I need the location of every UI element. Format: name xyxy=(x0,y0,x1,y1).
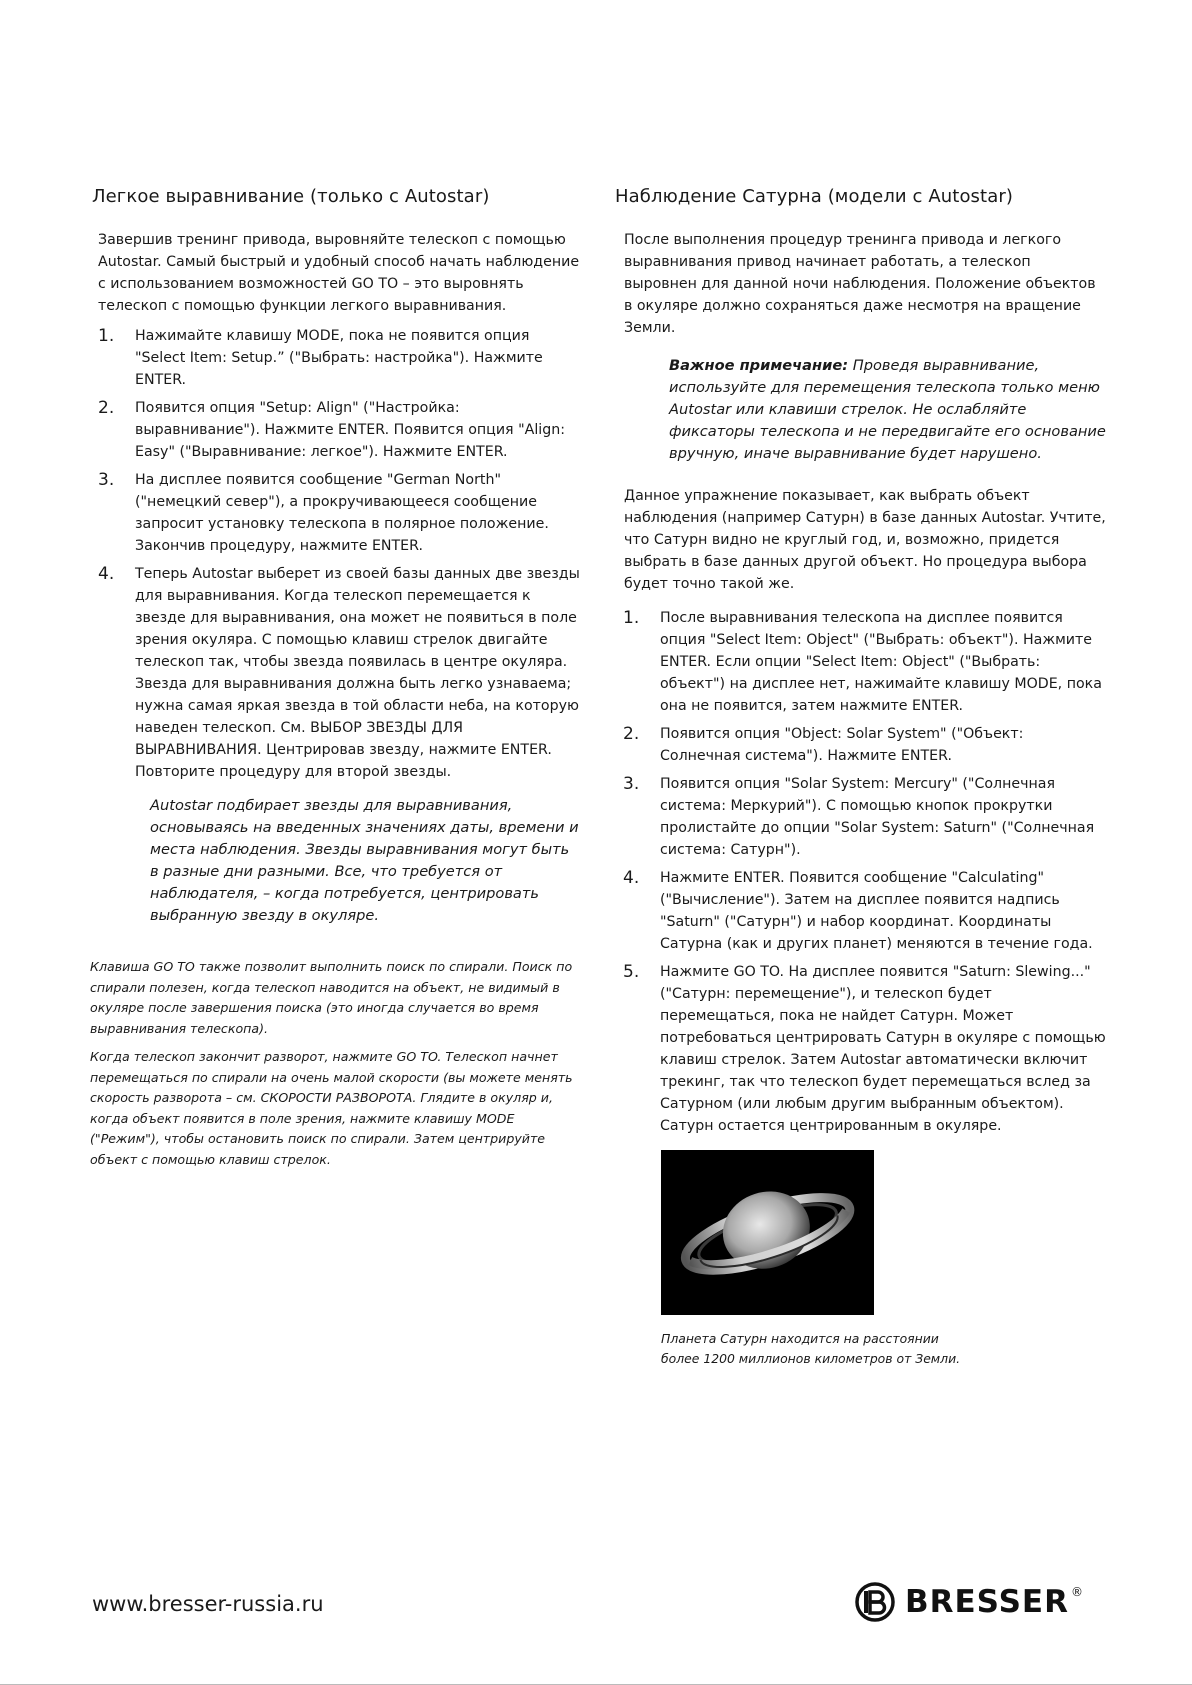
left-column xyxy=(92,186,582,1170)
right-steps xyxy=(617,607,1107,1137)
brand-name: BRESSER xyxy=(905,1584,1069,1620)
registered-mark: ® xyxy=(1070,1585,1083,1599)
autostar-note: Autostar подбирает звезды для выравнивания, основываясь на введенных значениях даты, времени и места наблюдения. Звезды выравнивания могут быть в разные дни разными. Все, что требуется от наблюдателя, – когда потребуется, центрировать выбранную звезду в окуляре. xyxy=(150,797,579,924)
right-heading: Наблюдение Сатурна (модели с Autostar) xyxy=(615,186,1013,207)
saturn-photo xyxy=(661,1150,874,1315)
saturn-caption: Планета Сатурн находится на расстоянии более 1200 миллионов километров от Земли. xyxy=(661,1331,961,1366)
list-item: 1. Нажимайте клавишу MODE, пока не появится опция "Select Item: Setup.” ("Выбрать: настройка"). Нажмите ENTER. xyxy=(98,326,543,388)
important-label: Важное примечание: xyxy=(669,357,849,374)
footer-url[interactable]: www.bresser-russia.ru xyxy=(92,1592,324,1616)
list-item: 3. На дисплее появится сообщение "German North" ("немецкий север"), а прокручивающееся сообщение запросит установку телескопа в полярное положение. Закончив процедуру, нажмите ENTER. xyxy=(98,470,549,554)
list-item: 4. Нажмите ENTER. Появится сообщение "Calculating" ("Вычисление"). Затем на дисплее появится надпись "Saturn" ("Сатурн") и набор координат. Координаты Сатурна (как и других планет) меняются в течение года. xyxy=(623,868,1093,952)
important-note: Важное примечание: Проведя выравнивание, используйте для перемещения телескопа только меню Autostar или клавиши стрелок. Не ослабляйте фиксаторы телескопа и не передвигайте его основание вручную, иначе выравнивание будет нарушено. xyxy=(669,357,1106,462)
list-item: 4. Теперь Autostar выберет из своей базы данных две звезды для выравнивания. Когда телескоп перемещается к звезде для выравнивания, она может не появиться в поле зрения окуляра. С помощью клавиш стрелок двигайте телескоп так, чтобы звезда появилась в центре окуляра. Звезда для выравнивания должна быть легко узнаваема; нужна самая яркая звезда в той области неба, на которую наведен телескоп. См. ВЫБОР ЗВЕЗДЫ ДЛЯ ВЫРАВНИВАНИЯ. Центрировав звезду, нажмите ENTER. Повторите процедуру для второй звезды. xyxy=(98,564,580,780)
left-heading: Легкое выравнивание (только с Autostar) xyxy=(92,186,490,207)
spiral-goto-note: Когда телескоп закончит разворот, нажмите GO TO. Телескоп начнет перемещаться по спирали на очень малой скорости (вы можете менять скорость разворота – см. СКОРОСТИ РАЗВОРОТА. Глядите в окуляр и, когда объект появится в поле зрения, нажмите клавишу MODE ("Режим"), чтобы остановить поиск по спирали. Затем центрируйте объект с помощью клавиш стрелок. xyxy=(90,1049,573,1167)
bresser-logo xyxy=(855,1582,1083,1622)
left-steps xyxy=(92,325,582,783)
right-intro: После выполнения процедур тренинга привода и легкого выравнивания привод начинает работать, а телескоп выровнен для данной ночи наблюдения. Положение объектов в окуляре должно сохраняться даже несмотря на вращение Земли. xyxy=(624,232,1096,336)
right-column xyxy=(617,186,1107,1143)
exercise-paragraph: Данное упражнение показывает, как выбрать объект наблюдения (например Сатурн) в базе данных Autostar. Учтите, что Сатурн видно не круглый год, и, возможно, придется выбрать в базе данных другой объект. Но процедура выбора будет точно такой же. xyxy=(624,488,1106,592)
bresser-b-icon xyxy=(855,1582,895,1622)
list-item: 2. Появится опция "Object: Solar System" ("Объект: Солнечная система"). Нажмите ENTER. xyxy=(623,724,1024,764)
left-intro: Завершив тренинг привода, выровняйте телескоп с помощью Autostar. Самый быстрый и удобный способ начать наблюдение с использованием возможностей GO TO – это выровнять телескоп с помощью функции легкого выравнивания. xyxy=(98,232,580,314)
list-item: 3. Появится опция "Solar System: Mercury" ("Солнечная система: Меркурий"). С помощью кнопок прокрутки пролистайте до опции "Solar System: Saturn" ("Солнечная система: Сатурн"). xyxy=(623,774,1095,858)
list-item: 1. После выравнивания телескопа на дисплее появится опция "Select Item: Object" ("Выбрать: объект"). Нажмите ENTER. Если опции "Select Item: Object" ("Выбрать: объект") на дисплее нет, нажимайте клавишу MODE, пока она не появится, затем нажмите ENTER. xyxy=(623,608,1102,714)
list-item: 5. Нажмите GO TO. На дисплее появится "Saturn: Slewing..." ("Сатурн: перемещение"), и телескоп будет перемещаться, пока не найдет Сатурн. Может потребоваться центрировать Сатурн в окуляре с помощью клавиш стрелок. Затем Autostar автоматически включит трекинг, так что телескоп будет перемещаться вслед за Сатурном (или любым другим выбранным объектом). Сатурн остается центрированным в окуляре. xyxy=(623,962,1106,1134)
saturn-image xyxy=(661,1150,874,1315)
spiral-search-note: Клавиша GO TO также позволит выполнить поиск по спирали. Поиск по спирали полезен, когда телескоп наводится на объект, не видимый в окуляре после завершения поиска (это иногда случается во время выравнивания телескопа). xyxy=(90,959,573,1036)
list-item: 2. Появится опция "Setup: Align" ("Настройка: выравнивание"). Нажмите ENTER. Появится опция "Align: Easy" ("Выравнивание: легкое"). Нажмите ENTER. xyxy=(98,398,565,460)
